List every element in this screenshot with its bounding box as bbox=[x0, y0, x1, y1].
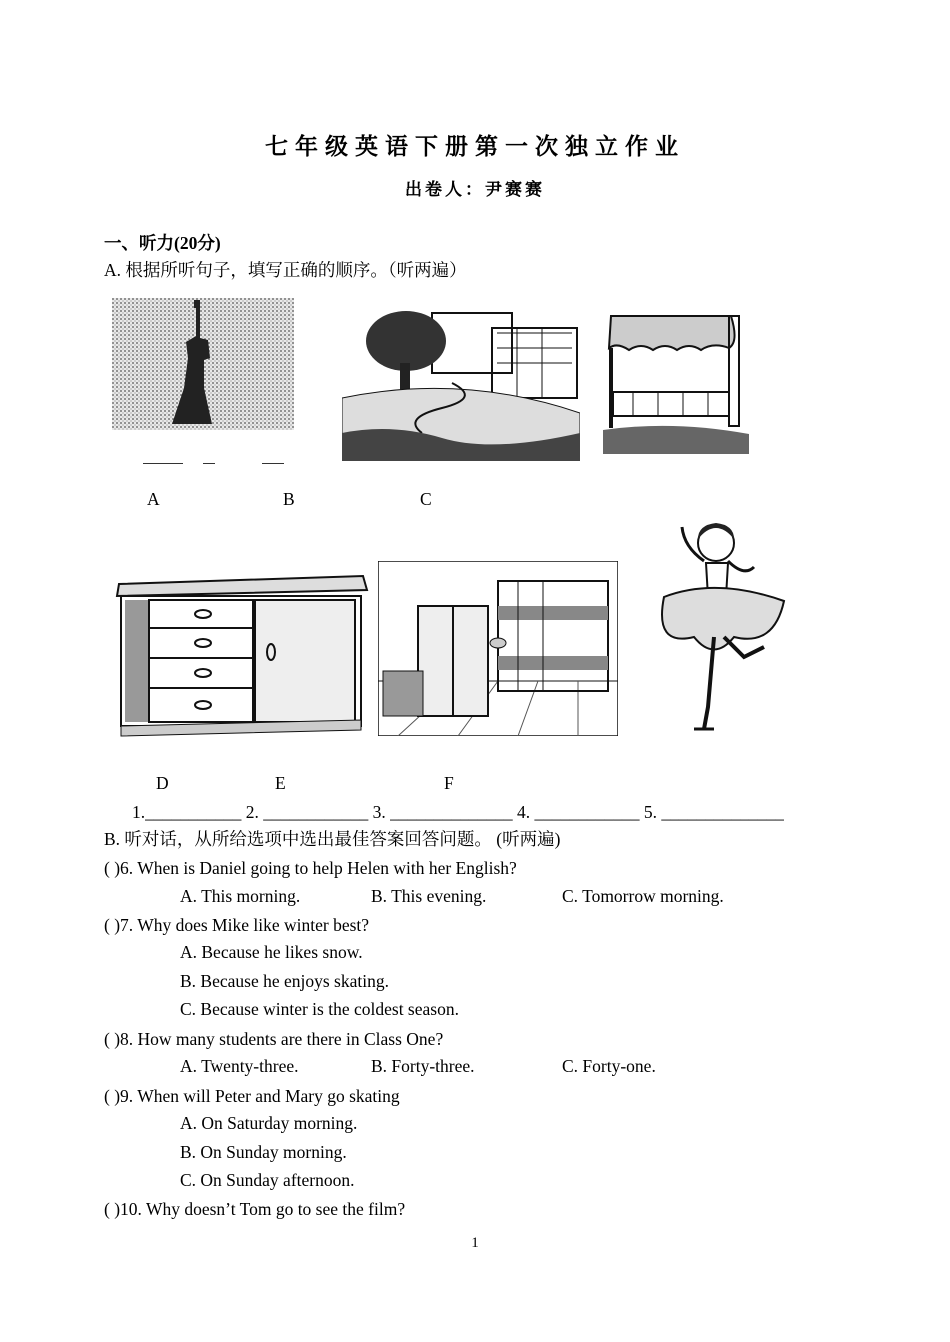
question-7: ( )7. Why does Mike like winter best? bbox=[104, 915, 370, 935]
q8-option-a: A. Twenty-three. bbox=[180, 1056, 299, 1076]
author-line: 出卷人：尹赛赛 bbox=[405, 180, 545, 199]
q6-option-a: A. This morning. bbox=[180, 886, 301, 906]
picture-label-d: D bbox=[156, 773, 169, 793]
q6-option-c: C. Tomorrow morning. bbox=[562, 886, 724, 906]
q9-option-a: A. On Saturday morning. bbox=[180, 1113, 358, 1133]
dancer-picture bbox=[634, 517, 786, 735]
q7-option-c: C. Because winter is the coldest season. bbox=[180, 999, 459, 1019]
picture-label-e: E bbox=[275, 773, 286, 793]
picture-label-f: F bbox=[444, 773, 454, 793]
question-9: ( )9. When will Peter and Mary go skating bbox=[104, 1086, 400, 1106]
q9-option-c: C. On Sunday afternoon. bbox=[180, 1170, 355, 1190]
q7-option-a: A. Because he likes snow. bbox=[180, 942, 363, 962]
q9-option-b: B. On Sunday morning. bbox=[180, 1142, 347, 1162]
q6-option-b: B. This evening. bbox=[371, 886, 487, 906]
answer-blank-c bbox=[262, 463, 284, 464]
question-10: ( )10. Why doesn’t Tom go to see the film? bbox=[104, 1199, 406, 1219]
answer-blank-b bbox=[203, 463, 215, 464]
question-8: ( )8. How many students are there in Class One? bbox=[104, 1029, 444, 1049]
statue-picture bbox=[112, 298, 294, 430]
garden-picture bbox=[342, 303, 580, 461]
section-heading-listening: 一、听力(20分) bbox=[104, 233, 221, 253]
picture-label-a: A bbox=[147, 489, 160, 509]
picture-label-c: C bbox=[420, 489, 432, 509]
q7-option-b: B. Because he enjoys skating. bbox=[180, 971, 389, 991]
page-number: 1 bbox=[471, 1235, 479, 1251]
answer-blank-a bbox=[143, 463, 183, 464]
part-a-instruction: A. 根据所听句子，填写正确的顺序。（听两遍） bbox=[104, 260, 467, 280]
part-b-instruction: B. 听对话，从所给选项中选出最佳答案回答问题。 (听两遍) bbox=[104, 829, 561, 849]
page-title: 七年级英语下册第一次独立作业 bbox=[265, 134, 685, 159]
question-6: ( )6. When is Daniel going to help Helen with her English? bbox=[104, 858, 517, 878]
cabinet-picture bbox=[113, 570, 369, 738]
balcony-picture bbox=[603, 312, 749, 454]
q8-option-c: C. Forty-one. bbox=[562, 1056, 656, 1076]
picture-label-b: B bbox=[283, 489, 295, 509]
bedroom-picture bbox=[378, 561, 618, 736]
answer-blanks-line: 1.___________ 2. ____________ 3. ______________ 4. ____________ 5. ______________ bbox=[132, 802, 784, 822]
q8-option-b: B. Forty-three. bbox=[371, 1056, 475, 1076]
